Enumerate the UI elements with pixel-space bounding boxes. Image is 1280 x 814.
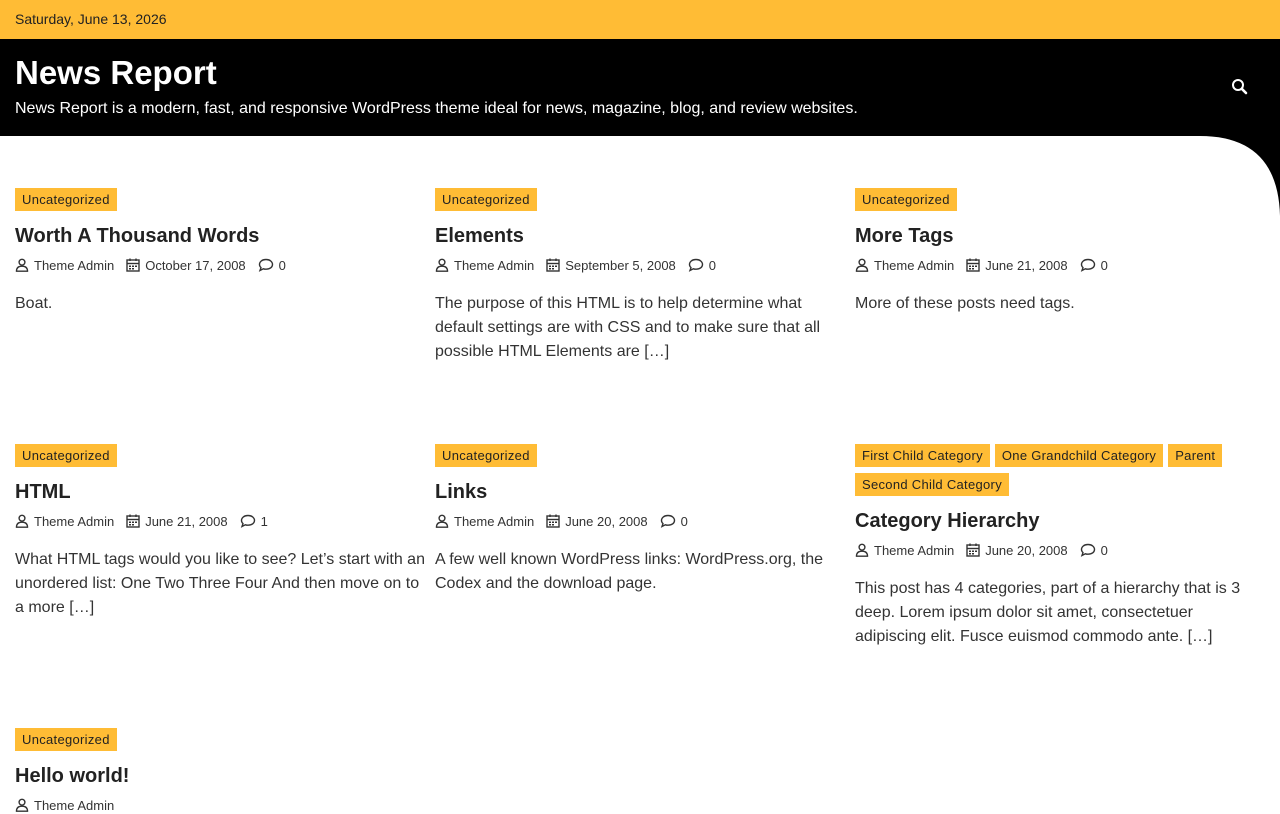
post-comments[interactable] bbox=[1080, 258, 1108, 273]
post-categories bbox=[15, 444, 425, 467]
author-name: Theme Admin bbox=[874, 542, 955, 558]
post-categories bbox=[855, 188, 1265, 211]
author-name: Theme Admin bbox=[454, 513, 535, 529]
user-icon bbox=[855, 258, 869, 272]
post-title[interactable]: More Tags bbox=[855, 225, 954, 247]
post-excerpt: The purpose of this HTML is to help determine what default settings are with CSS and to make sure that all possible HTML Elements are […] bbox=[435, 295, 821, 360]
user-icon bbox=[855, 543, 869, 557]
post-card bbox=[855, 188, 1265, 316]
post-card bbox=[435, 444, 845, 596]
comment-count: 0 bbox=[708, 257, 717, 273]
post-meta bbox=[15, 796, 425, 814]
category-tag[interactable]: Uncategorized bbox=[435, 188, 537, 211]
calendar-icon bbox=[126, 258, 140, 272]
date-text: June 21, 2008 bbox=[145, 513, 228, 529]
post-categories bbox=[855, 444, 1265, 496]
comment-icon bbox=[240, 514, 256, 528]
author-name: Theme Admin bbox=[874, 257, 955, 273]
post-excerpt: More of these posts need tags. bbox=[855, 295, 1075, 312]
date-text: September 5, 2008 bbox=[565, 257, 676, 273]
date-text: October 17, 2008 bbox=[145, 257, 246, 273]
post-meta bbox=[855, 256, 1265, 274]
post-date[interactable] bbox=[126, 258, 245, 273]
post-author[interactable] bbox=[15, 514, 114, 529]
author-name: Theme Admin bbox=[454, 257, 535, 273]
category-tag[interactable]: Uncategorized bbox=[435, 444, 537, 467]
post-title[interactable]: Elements bbox=[435, 225, 524, 247]
post-author[interactable] bbox=[435, 514, 534, 529]
site-title[interactable]: News Report bbox=[15, 54, 217, 91]
calendar-icon bbox=[546, 514, 560, 528]
comment-count: 1 bbox=[260, 513, 268, 529]
comment-icon bbox=[1080, 543, 1096, 557]
post-excerpt: A few well known WordPress links: WordPress.org, the Codex and the download page. bbox=[435, 551, 823, 592]
post-date[interactable] bbox=[966, 258, 1067, 273]
post-author[interactable] bbox=[435, 258, 534, 273]
user-icon bbox=[15, 798, 29, 812]
post-excerpt: What HTML tags would you like to see? Let’s start with an unordered list: One Two Three Four And then move on to a more […] bbox=[15, 551, 425, 616]
post-card bbox=[435, 188, 845, 364]
post-card bbox=[855, 444, 1265, 649]
post-meta bbox=[15, 512, 425, 530]
post-date[interactable] bbox=[126, 514, 227, 529]
post-categories bbox=[435, 444, 845, 467]
category-tag[interactable]: First Child Category bbox=[855, 444, 990, 467]
post-title[interactable]: Worth A Thousand Words bbox=[15, 225, 260, 247]
search-icon[interactable] bbox=[1229, 76, 1251, 98]
user-icon bbox=[15, 258, 29, 272]
calendar-icon bbox=[546, 258, 560, 272]
author-name: Theme Admin bbox=[34, 797, 115, 813]
post-comments[interactable] bbox=[688, 258, 716, 273]
site-description: News Report is a modern, fast, and responsive WordPress theme ideal for news, magazine, blog, and review websites. bbox=[15, 100, 858, 117]
post-card bbox=[15, 444, 425, 620]
category-tag[interactable]: Uncategorized bbox=[15, 444, 117, 467]
user-icon bbox=[15, 514, 29, 528]
post-author[interactable] bbox=[855, 543, 954, 558]
site-header bbox=[0, 39, 1280, 136]
category-tag[interactable]: Uncategorized bbox=[15, 188, 117, 211]
calendar-icon bbox=[126, 514, 140, 528]
comment-count: 0 bbox=[278, 257, 286, 273]
post-meta bbox=[855, 541, 1265, 559]
post-meta bbox=[435, 256, 845, 274]
author-name: Theme Admin bbox=[34, 513, 115, 529]
date-text: June 20, 2008 bbox=[985, 542, 1068, 558]
post-title[interactable]: HTML bbox=[15, 481, 71, 503]
post-date[interactable] bbox=[966, 543, 1067, 558]
post-comments[interactable] bbox=[1080, 543, 1108, 558]
comment-icon bbox=[1080, 258, 1096, 272]
author-name: Theme Admin bbox=[34, 257, 115, 273]
post-author[interactable] bbox=[15, 258, 114, 273]
current-date: Saturday, June 13, 2026 bbox=[15, 11, 167, 27]
calendar-icon bbox=[966, 258, 980, 272]
post-meta bbox=[15, 256, 425, 274]
category-tag[interactable]: Uncategorized bbox=[855, 188, 957, 211]
post-excerpt: Boat. bbox=[15, 295, 53, 312]
post-author[interactable] bbox=[855, 258, 954, 273]
comment-icon bbox=[688, 258, 704, 272]
top-bar bbox=[0, 0, 1280, 39]
post-date[interactable] bbox=[546, 514, 647, 529]
post-excerpt: This post has 4 categories, part of a hierarchy that is 3 deep. Lorem ipsum dolor sit amet, consectetuer adipiscing elit. Fusce euismod commodo ante. […] bbox=[855, 580, 1241, 645]
post-card bbox=[15, 728, 425, 814]
calendar-icon bbox=[966, 543, 980, 557]
date-text: June 20, 2008 bbox=[565, 513, 648, 529]
category-tag[interactable]: One Grandchild Category bbox=[995, 444, 1163, 467]
post-comments[interactable] bbox=[240, 514, 268, 529]
category-tag[interactable]: Uncategorized bbox=[15, 728, 117, 751]
category-tag[interactable]: Second Child Category bbox=[855, 473, 1009, 496]
category-tag[interactable]: Parent bbox=[1168, 444, 1222, 467]
post-categories bbox=[15, 188, 425, 211]
comment-count: 0 bbox=[1100, 257, 1108, 273]
post-categories bbox=[435, 188, 845, 211]
date-text: June 21, 2008 bbox=[985, 257, 1068, 273]
comment-count: 0 bbox=[680, 513, 688, 529]
post-title[interactable]: Category Hierarchy bbox=[855, 510, 1040, 532]
post-meta bbox=[435, 512, 845, 530]
post-comments[interactable] bbox=[258, 258, 286, 273]
post-comments[interactable] bbox=[660, 514, 688, 529]
post-title[interactable]: Links bbox=[435, 481, 488, 503]
comment-count: 0 bbox=[1100, 542, 1108, 558]
comment-icon bbox=[258, 258, 274, 272]
user-icon bbox=[435, 258, 449, 272]
post-date[interactable] bbox=[546, 258, 676, 273]
post-card bbox=[15, 188, 425, 316]
user-icon bbox=[435, 514, 449, 528]
post-title[interactable]: Hello world! bbox=[15, 765, 130, 787]
post-categories bbox=[15, 728, 425, 751]
comment-icon bbox=[660, 514, 676, 528]
